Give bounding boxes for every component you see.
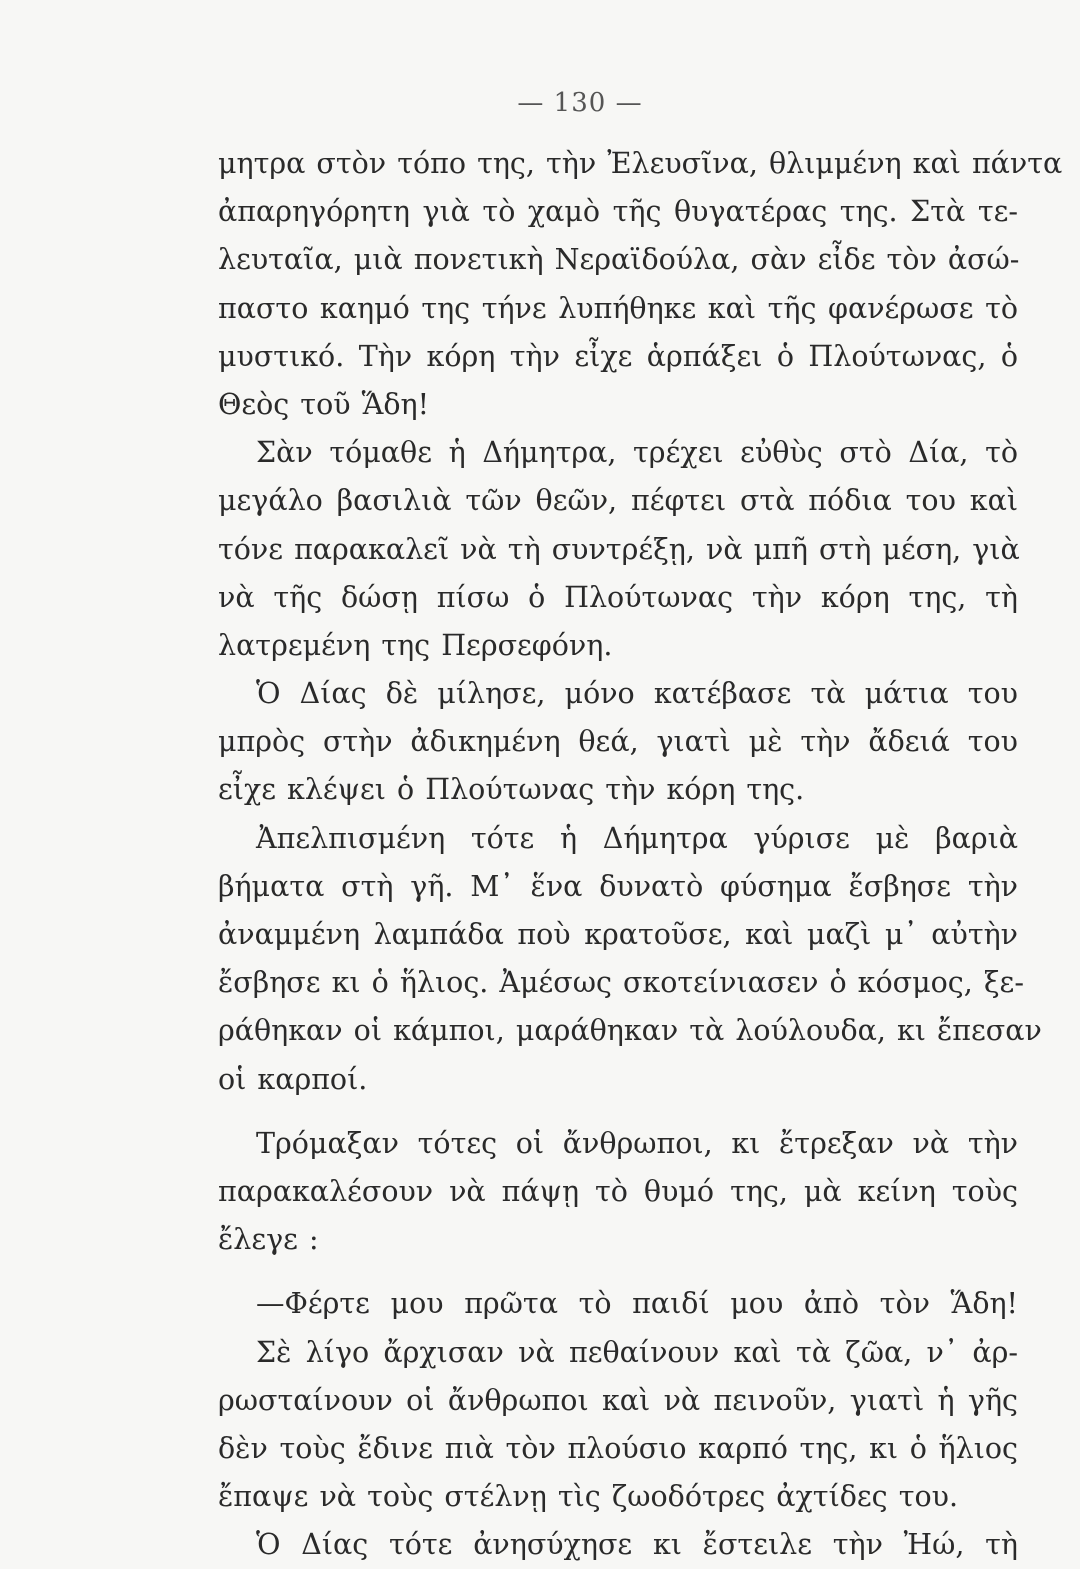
text-line: ἔλεγε : — [218, 1223, 319, 1257]
text-line: νὰ τῆς δώσῃ πίσω ὁ Πλούτωνας τὴν κόρη της, τὴ — [218, 580, 1018, 614]
text-line: ἀπαρηγόρητη γιὰ τὸ χαμὸ τῆς θυγατέρας της. Στὰ τε- — [218, 195, 1018, 229]
text-line: Ἀπελπισμένη τότε ἡ Δήμητρα γύρισε μὲ βαριὰ — [256, 821, 1018, 855]
text-line: μητρα στὸν τόπο της, τὴν Ἐλευσῖνα, θλιμμένη καὶ πάντα — [218, 147, 1063, 180]
page-number: — 130 — — [517, 88, 643, 118]
text-line: μεγάλο βασιλιὰ τῶν θεῶν, πέφτει στὰ πόδια του καὶ — [218, 484, 1018, 518]
text-line: Σὲ λίγο ἄρχισαν νὰ πεθαίνουν καὶ τὰ ζῶα, ν᾽ ἀρ- — [256, 1335, 1018, 1369]
text-line: παστο καημό της τήνε λυπήθηκε καὶ τῆς φανέρωσε τὸ — [218, 291, 1018, 325]
text-line: Ὁ Δίας δὲ μίλησε, μόνο κατέβασε τὰ μάτια του — [256, 677, 1018, 711]
text-line: μυστικό. Τὴν κόρη τὴν εἶχε ἁρπάξει ὁ Πλούτωνας, ὁ — [218, 339, 1018, 373]
text-line: ράθηκαν οἱ κάμποι, μαράθηκαν τὰ λούλουδα, κι ἔπεσαν — [218, 1014, 1042, 1048]
text-line: τόνε παρακαλεῖ νὰ τὴ συντρέξῃ, νὰ μπῆ στὴ μέση, γιὰ — [218, 532, 1020, 566]
text-line: δὲν τοὺς ἔδινε πιὰ τὸν πλούσιο καρπό της, κι ὁ ἥλιος — [218, 1431, 1018, 1465]
body-text — [218, 140, 1063, 1569]
text-line: οἱ καρποί. — [218, 1062, 368, 1096]
text-line: Ὁ Δίας τότε ἀνησύχησε κι ἔστειλε τὴν Ἠώ, τὴ — [256, 1528, 1018, 1562]
text-line: Σὰν τόμαθε ἡ Δήμητρα, τρέχει εὐθὺς στὸ Δία, τὸ — [256, 436, 1018, 470]
text-line: λευταῖα, μιὰ πονετικὴ Νεραϊδούλα, σὰν εἶδε τὸν ἀσώ- — [218, 243, 1020, 277]
text-line: ἔσβησε κι ὁ ἥλιος. Ἀμέσως σκοτείνιασεν ὁ κόσμος, ξε- — [218, 966, 1024, 1000]
text-line: βήματα στὴ γῆ. Μ᾽ ἕνα δυνατὸ φύσημα ἔσβησε τὴν — [218, 869, 1018, 903]
text-line: ρωσταίνουν οἱ ἄνθρωποι καὶ νὰ πεινοῦν, γιατὶ ἡ γῆς — [218, 1383, 1018, 1417]
text-line: Θεὸς τοῦ Ἅδη! — [218, 387, 430, 421]
text-line: παρακαλέσουν νὰ πάψῃ τὸ θυμό της, μὰ κείνη τοὺς — [218, 1174, 1018, 1208]
text-line: ἔπαψε νὰ τοὺς στέλνῃ τὶς ζωοδότρες ἀχτίδες του. — [218, 1480, 958, 1514]
text-line: —Φέρτε μου πρῶτα τὸ παιδί μου ἀπὸ τὸν Ἅδη! — [256, 1287, 1018, 1321]
text-line: Τρόμαξαν τότες οἱ ἄνθρωποι, κι ἔτρεξαν νὰ τὴν — [256, 1126, 1018, 1160]
text-line: λατρεμένη της Περσεφόνη. — [218, 628, 613, 662]
text-line: εἶχε κλέψει ὁ Πλούτωνας τὴν κόρη της. — [218, 773, 805, 807]
text-line: μπρὸς στὴν ἀδικημένη θεά, γιατὶ μὲ τὴν ἄδειά του — [218, 725, 1018, 759]
text-line: ἀναμμένη λαμπάδα ποὺ κρατοῦσε, καὶ μαζὶ μ᾽ αὐτὴν — [218, 918, 1018, 951]
